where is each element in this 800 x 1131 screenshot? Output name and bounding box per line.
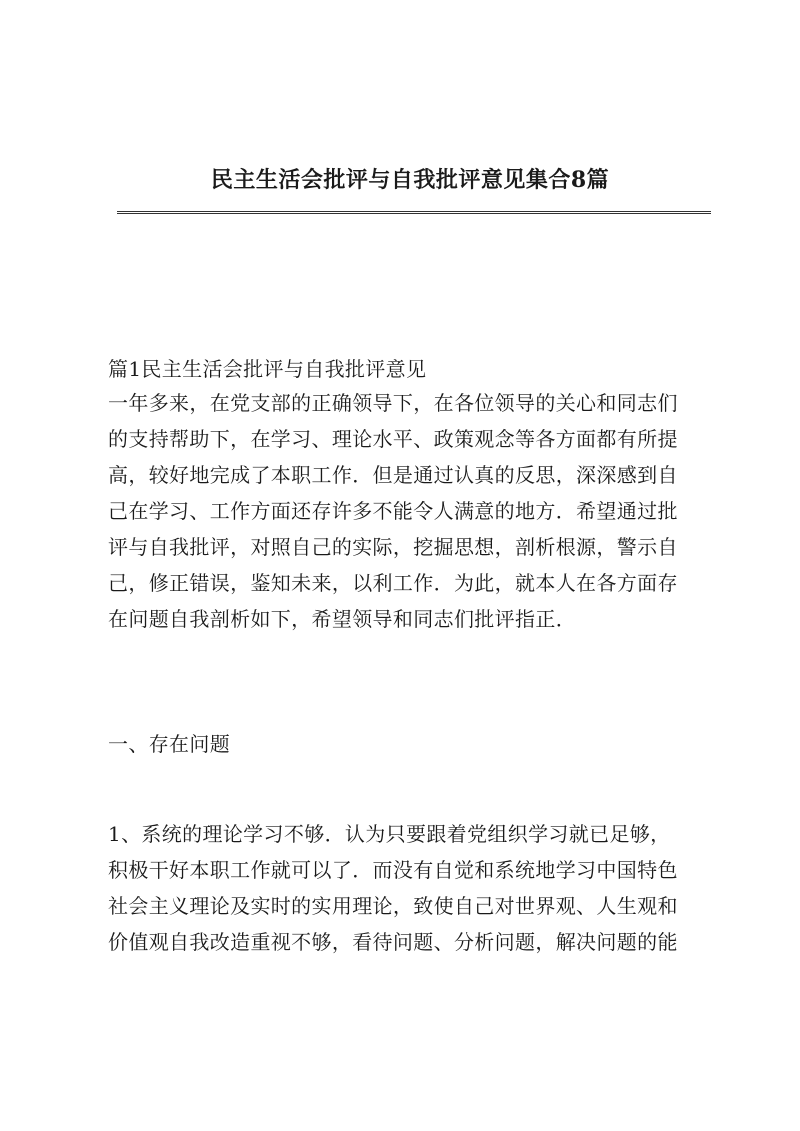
item1-line-2: 积极干好本职工作就可以了．而没有自觉和系统地学习中国特色 [108, 858, 678, 882]
part-heading: 一、存在问题 [108, 732, 231, 756]
intro-line-3: 高，较好地完成了本职工作．但是通过认真的反思，深深感到自 [108, 463, 678, 487]
section-heading: 篇1民主生活会批评与自我批评意见 [108, 357, 427, 381]
intro-line-2: 的支持帮助下，在学习、理论水平、政策观念等各方面都有所提 [108, 427, 678, 451]
document-title: 民主生活会批评与自我批评意见集合8篇 [210, 167, 610, 193]
item1-line-4: 价值观自我改造重视不够，看待问题、分析问题，解决问题的能 [108, 930, 678, 954]
intro-line-6: 己，修正错误，鉴知未来，以利工作．为此，就本人在各方面存 [108, 571, 678, 595]
intro-line-7: 在问题自我剖析如下，希望领导和同志们批评指正． [108, 607, 577, 631]
intro-line-4: 己在学习、工作方面还存许多不能令人满意的地方．希望通过批 [108, 499, 678, 523]
intro-line-1: 一年多来，在党支部的正确领导下，在各位领导的关心和同志们 [108, 391, 678, 415]
intro-line-5: 评与自我批评，对照自己的实际，挖掘思想，剖析根源，警示自 [108, 535, 678, 559]
item1-line-3: 社会主义理论及实时的实用理论，致使自己对世界观、人生观和 [108, 894, 678, 918]
title-underline [117, 211, 711, 214]
item1-line-1: 1、系统的理论学习不够．认为只要跟着党组织学习就已足够， [108, 822, 671, 846]
